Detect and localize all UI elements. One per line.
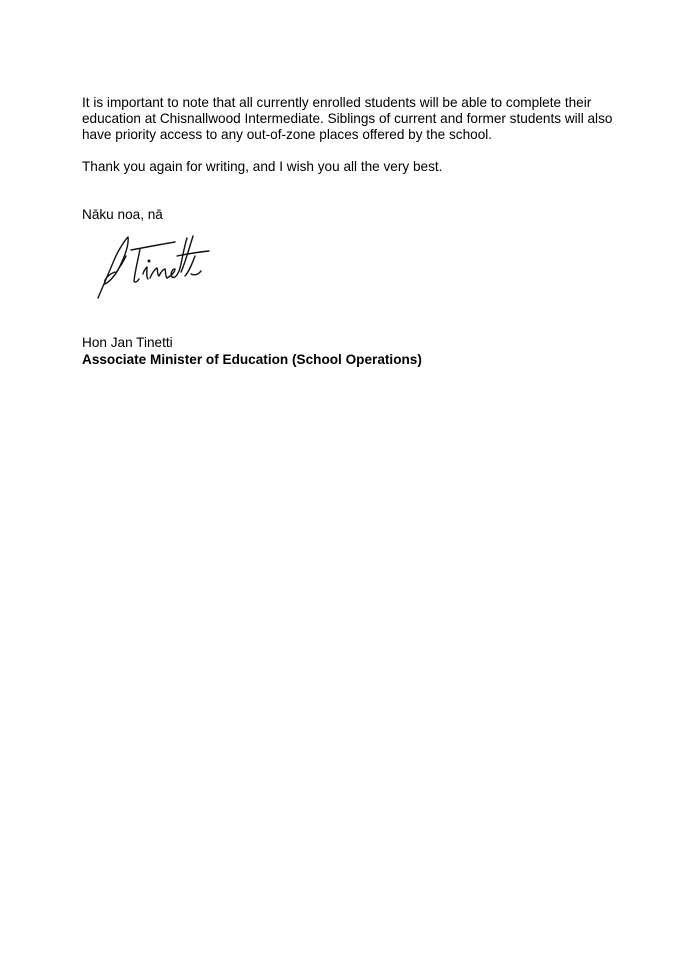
- paragraph-enrolment: It is important to note that all currently enrolled students will be able to complete their education at Chisnallwood Intermediate. Siblings of current and former students will also have priority access to any out-of-zone places offered by the school.: [82, 95, 613, 142]
- letter-body: [82, 95, 622, 223]
- signer-name: Hon Jan Tinetti: [82, 335, 173, 350]
- signer-title: Associate Minister of Education (School Operations): [82, 352, 422, 367]
- handwritten-signature: [95, 234, 210, 302]
- signer-block: [82, 334, 422, 368]
- closing-salutation: Nāku noa, nā: [82, 207, 163, 222]
- paragraph-thanks: Thank you again for writing, and I wish you all the very best.: [82, 159, 443, 174]
